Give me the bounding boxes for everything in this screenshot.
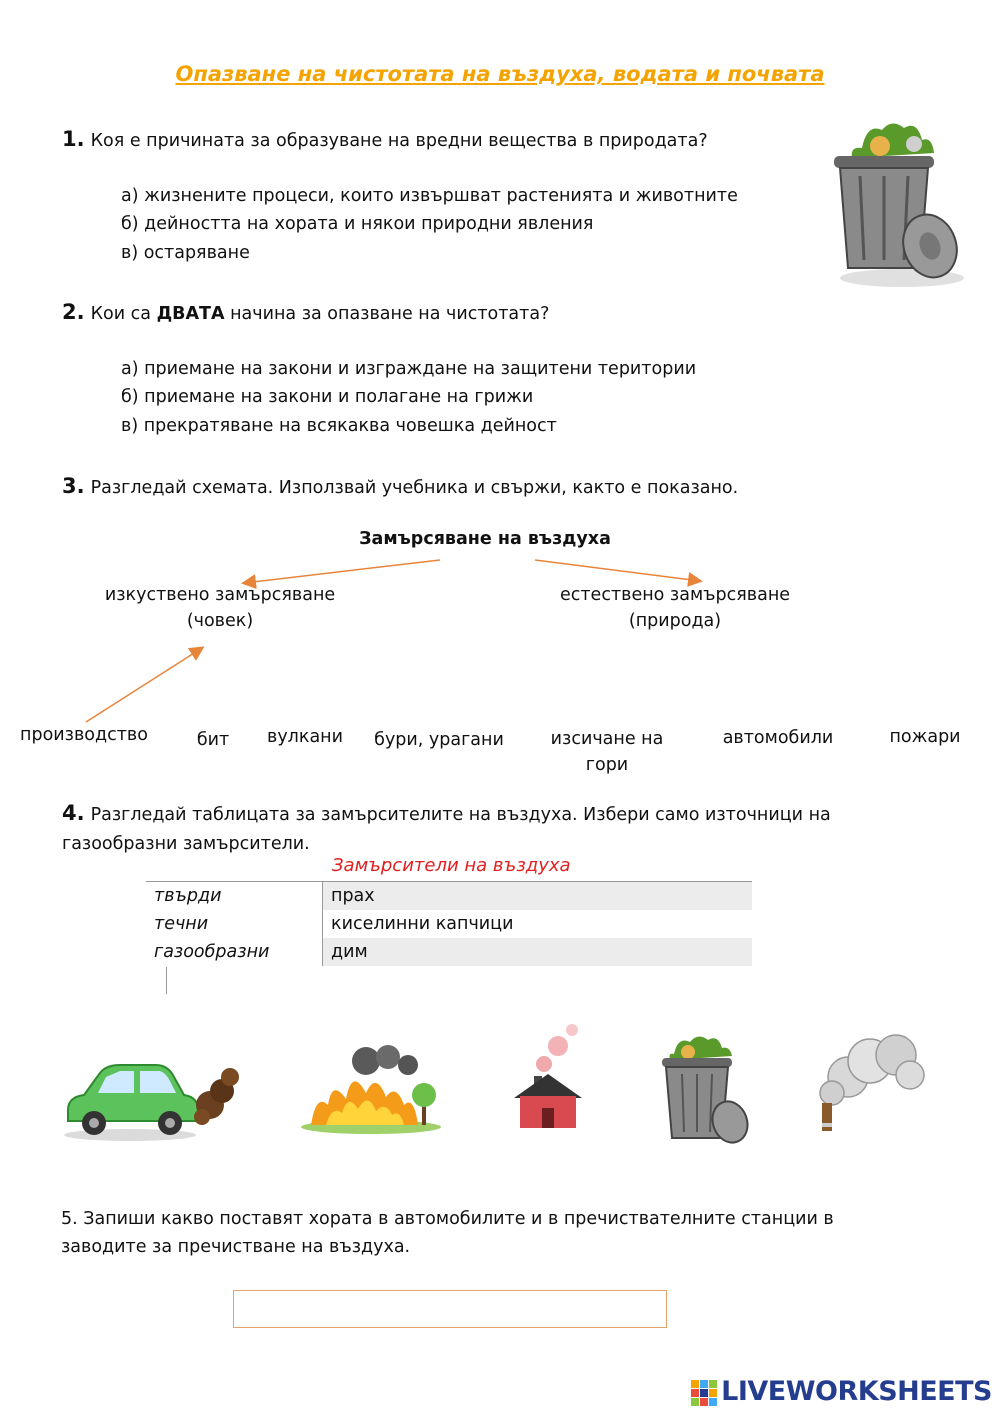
question-3 <box>62 474 738 498</box>
table-row <box>146 938 752 966</box>
question-text: 5. Запиши какво поставят хората в автомобилите и в пречиствателните станции в <box>61 1209 834 1229</box>
scheme-left-label: изкуствено замърсяване <box>104 585 336 605</box>
q2-option-b[interactable]: б) приемане на закони и полагане на грижи <box>121 387 534 407</box>
question-2 <box>62 300 549 324</box>
word-card[interactable]: производство <box>20 725 148 745</box>
house-chimney-icon[interactable] <box>510 1018 590 1133</box>
pollutant-example: прах <box>323 882 753 911</box>
table-row <box>146 910 752 938</box>
answer-input[interactable] <box>233 1290 667 1328</box>
table-title: Замърсители на въздуха <box>332 855 571 876</box>
question-text-continued: газообразни замърсители. <box>62 834 310 854</box>
scheme-right-sublabel: (природа) <box>628 611 722 631</box>
factory-smoke-icon[interactable] <box>810 1027 930 1135</box>
question-text-emphasis: ДВАТА <box>156 304 225 324</box>
question-5 <box>61 1205 941 1261</box>
question-text: Разгледай таблицата за замърсителите на въздуха. Избери само източници на <box>90 805 831 825</box>
word-card[interactable]: пожари <box>889 727 961 747</box>
scheme-right-label: естествено замърсяване <box>559 585 791 605</box>
q1-option-b[interactable]: б) дейността на хората и някои природни явления <box>121 214 594 234</box>
liveworksheets-logo-text: LIVEWORKSHEETS <box>721 1376 992 1407</box>
q2-option-a[interactable]: а) приемане на закони и изграждане на защитени територии <box>121 359 697 379</box>
arrow-example-link <box>86 648 202 722</box>
page-title: Опазване на чистотата на въздуха, водата и почвата <box>175 62 825 86</box>
question-4 <box>62 799 942 859</box>
forest-fire-icon[interactable] <box>296 1043 446 1138</box>
pollutants-table <box>146 881 752 966</box>
pollutant-type: твърди <box>146 882 323 911</box>
scheme-title: Замърсяване на въздуха <box>359 529 611 549</box>
question-number: 2. <box>62 300 85 324</box>
word-card-line: гори <box>585 755 629 775</box>
liveworksheets-logo-icon <box>691 1380 717 1406</box>
q1-option-c[interactable]: в) остаряване <box>121 243 250 263</box>
arrow-to-right <box>535 560 700 581</box>
word-card[interactable]: автомобили <box>722 728 834 748</box>
trash-can-icon <box>822 118 972 290</box>
scheme-left-sublabel: (човек) <box>186 611 254 631</box>
scheme-arrows <box>0 540 1000 740</box>
word-card[interactable]: бури, урагани <box>374 730 504 750</box>
question-text: Коя е причината за образуване на вредни вещества в природата? <box>90 131 708 151</box>
question-number: 4. <box>62 801 85 825</box>
question-text-end: начина за опазване на чистотата? <box>224 304 550 324</box>
question-text: Разгледай схемата. Използвай учебника и свържи, както е показано. <box>90 478 739 498</box>
question-1 <box>62 127 708 151</box>
pollutant-type: течни <box>146 910 323 938</box>
q1-option-a[interactable]: а) жизнените процеси, които извършват растенията и животните <box>121 186 738 206</box>
table-divider <box>166 967 167 994</box>
word-card[interactable]: вулкани <box>267 727 343 747</box>
car-exhaust-icon[interactable] <box>60 1055 240 1145</box>
question-number: 1. <box>62 127 85 151</box>
arrow-to-left <box>244 560 440 583</box>
question-number: 3. <box>62 474 85 498</box>
q2-option-c[interactable]: в) прекратяване на всякаква човешка дейност <box>121 416 557 436</box>
question-text-continued: заводите за пречистване на въздуха. <box>61 1237 411 1257</box>
pollutant-example: дим <box>323 938 753 966</box>
table-row <box>146 882 752 911</box>
pollutant-example: киселинни капчици <box>331 914 514 934</box>
word-card[interactable] <box>537 729 677 775</box>
pollutant-type: газообразни <box>146 938 323 966</box>
question-text-start: Кои са <box>90 304 157 324</box>
word-card-line: изсичане на <box>550 729 664 749</box>
word-card[interactable]: бит <box>196 730 230 750</box>
trash-can-icon[interactable] <box>656 1034 756 1146</box>
liveworksheets-logo <box>691 1376 992 1407</box>
